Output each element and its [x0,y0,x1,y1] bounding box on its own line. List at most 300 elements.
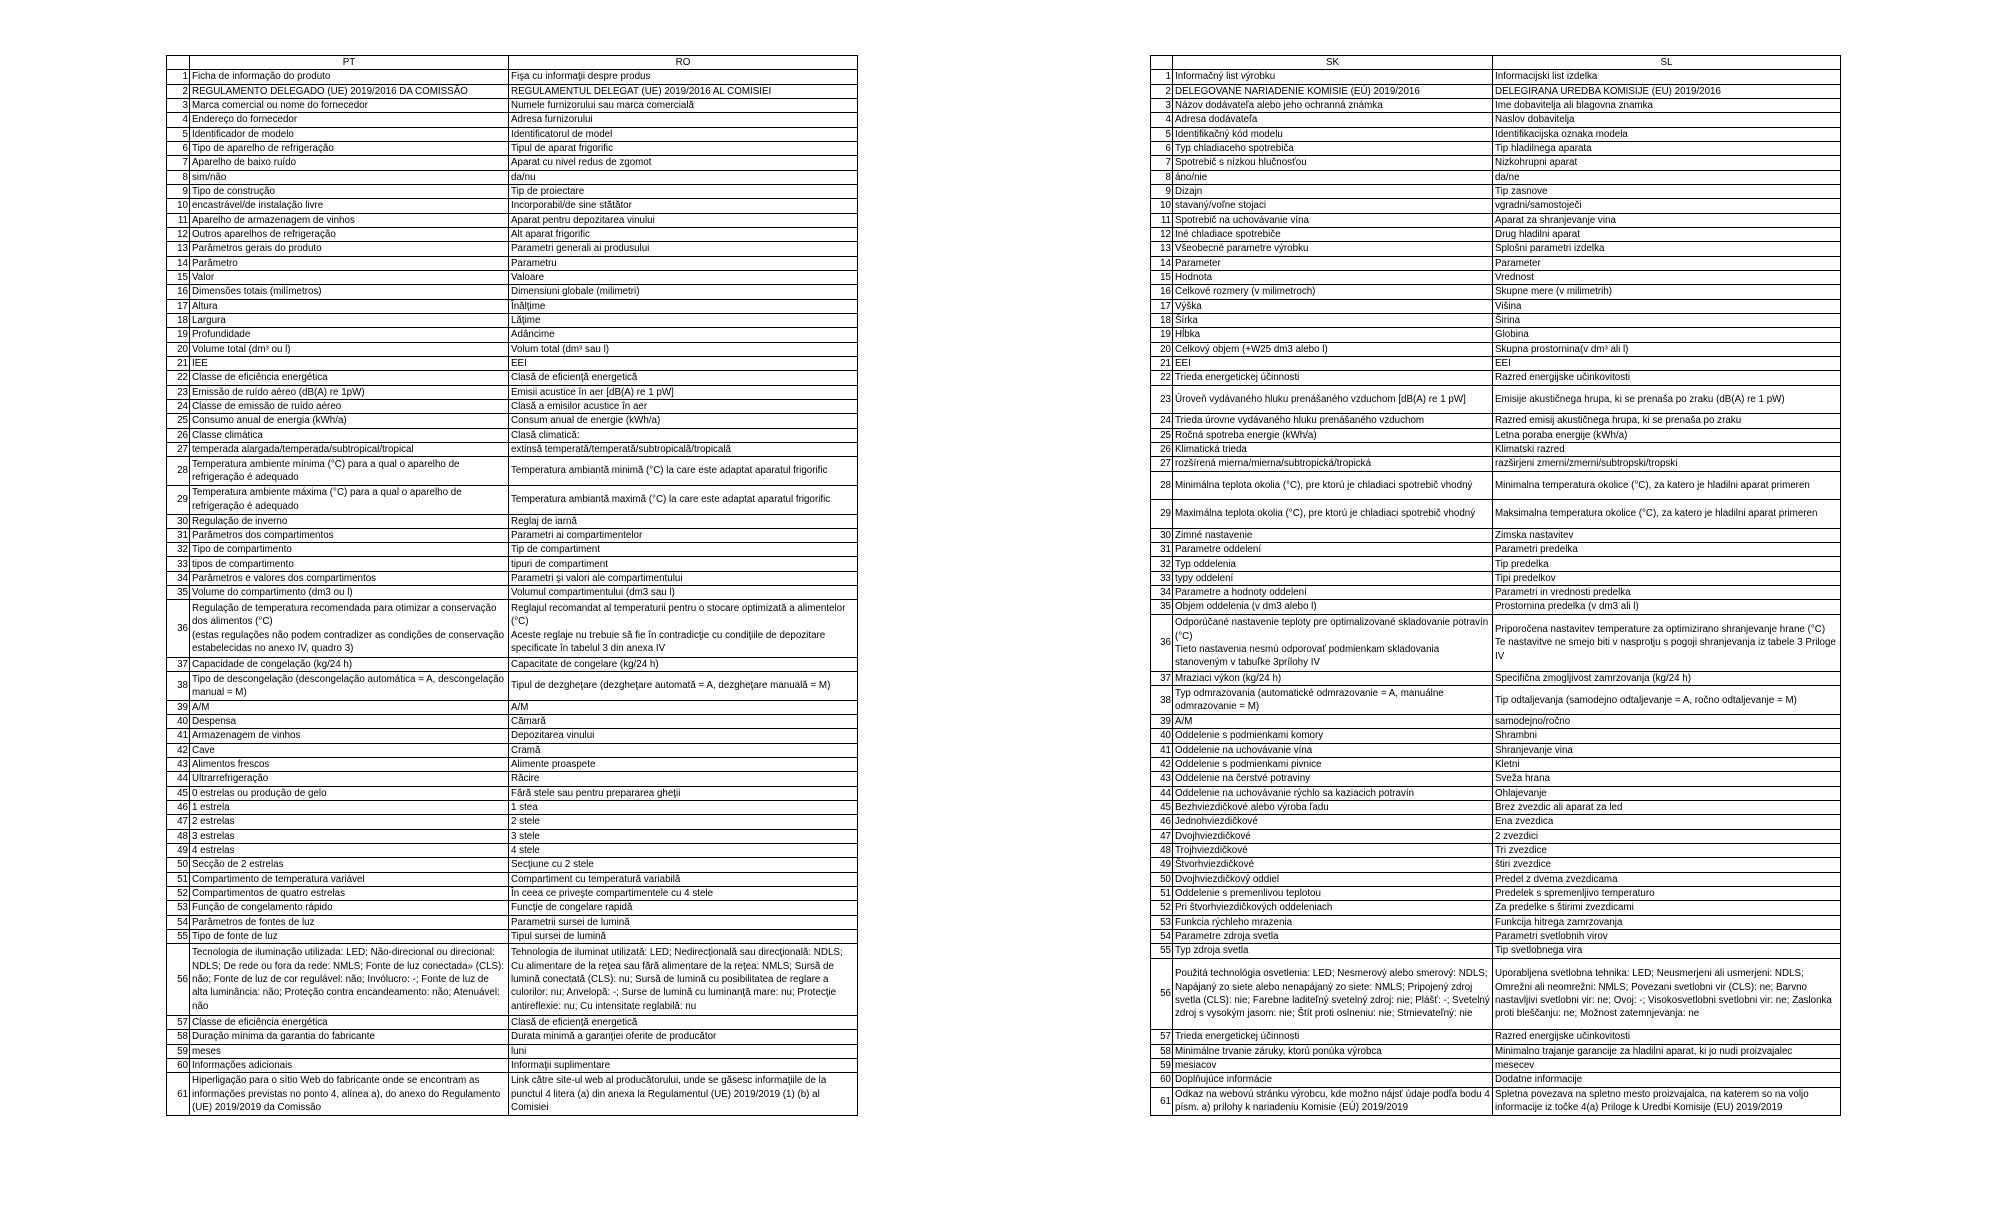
row-number: 23 [1151,385,1173,414]
row-number: 21 [167,356,190,370]
cell-sl: Parameter [1493,256,1841,270]
cell-pt: Largura [190,313,509,327]
table-row [167,371,858,385]
cell-pt: encastrável/de instalação livre [190,199,509,213]
table-row [167,442,858,456]
cell-sk: Štvorhviezdičkové [1173,858,1493,872]
table-row [1151,299,1841,313]
table-row [167,786,858,800]
row-number: 6 [1151,141,1173,155]
row-number: 17 [1151,299,1173,313]
row-number: 55 [167,930,190,944]
row-number: 13 [167,242,190,256]
table-row [167,543,858,557]
cell-pt: Tipo de aparelho de refrigeração [190,141,509,155]
table-row [1151,213,1841,227]
row-number: 1 [1151,70,1173,84]
cell-pt: REGULAMENTO DELEGADO (UE) 2019/2016 DA COMISSÃO [190,84,509,98]
column-header-ro: RO [509,56,858,70]
cell-ro: Cămară [509,715,858,729]
cell-ro: Parametri şi valori ale compartimentului [509,571,858,585]
row-number: 50 [167,858,190,872]
row-number: 27 [167,442,190,456]
cell-pt: Volume total (dm³ ou l) [190,342,509,356]
cell-sk: Pri štvorhviezdičkových oddeleniach [1173,901,1493,915]
cell-sk: EEI [1173,356,1493,370]
table-row [1151,571,1841,585]
table-row [1151,442,1841,456]
row-number: 56 [167,944,190,1016]
row-number: 38 [167,672,190,701]
row-number: 54 [1151,930,1173,944]
row-number: 26 [1151,442,1173,456]
row-number: 22 [167,371,190,385]
cell-sk: Identifikačný kód modelu [1173,127,1493,141]
table-row [167,1058,858,1072]
cell-ro: Alimente proaspete [509,758,858,772]
cell-ro: Valoare [509,270,858,284]
cell-sk: Typ zdroja svetla [1173,944,1493,958]
cell-sk: Zimné nastavenie [1173,528,1493,542]
row-number: 47 [1151,829,1173,843]
row-number: 59 [167,1044,190,1058]
cell-pt: Aparelho de armazenagem de vinhos [190,213,509,227]
cell-sk: Úroveň vydávaného hluku prenášaného vzduchom [dB(A) re 1 pW] [1173,385,1493,414]
cell-sl: Tip svetlobnega vira [1493,944,1841,958]
row-number: 55 [1151,944,1173,958]
cell-ro: Informaţii suplimentare [509,1058,858,1072]
table-row [167,715,858,729]
cell-ro: 2 stele [509,815,858,829]
cell-sk: Trojhviezdičkové [1173,844,1493,858]
cell-sl: Informacijski list izdelka [1493,70,1841,84]
row-number: 43 [167,758,190,772]
table-row [1151,199,1841,213]
row-number: 45 [167,786,190,800]
table-row [167,743,858,757]
table-row [1151,156,1841,170]
row-number: 48 [1151,844,1173,858]
cell-sk: A/M [1173,715,1493,729]
table-row [167,586,858,600]
table-row [1151,170,1841,184]
table-row [167,70,858,84]
table-row [167,758,858,772]
row-number: 34 [1151,586,1173,600]
cell-sl: Tip zasnove [1493,184,1841,198]
table-row [1151,313,1841,327]
table-row [167,184,858,198]
cell-sl: DELEGIRANA UREDBA KOMISIJE (EU) 2019/2016 [1493,84,1841,98]
row-number: 8 [1151,170,1173,184]
row-number: 48 [167,829,190,843]
table-row [1151,1073,1841,1087]
table-row [167,457,858,486]
cell-ro: Reglajul recomandat al temperaturii pentru o stocare optimizată a alimentelor (°C) Aceste reglaje nu trebuie să fie în contradicţie cu condiţiile de depozitare specificate în tabelul 3 din anexa IV [509,600,858,657]
cell-sk: Ročná spotreba energie (kWh/a) [1173,428,1493,442]
table-row [167,801,858,815]
cell-sk: Minimálna teplota okolia (°C), pre ktorú je chladiaci spotrebič vhodný [1173,471,1493,500]
row-number: 3 [1151,98,1173,112]
row-number: 45 [1151,801,1173,815]
cell-pt: Duração mínima da garantia do fabricante [190,1030,509,1044]
cell-pt: Aparelho de baixo ruído [190,156,509,170]
cell-sk: mesiacov [1173,1058,1493,1072]
cell-pt: Regulação de inverno [190,514,509,528]
row-number: 32 [167,543,190,557]
cell-sk: Použitá technológia osvetlenia: LED; Nesmerový alebo smerový: NDLS; Napájaný zo siete alebo nenapájaný zo siete: NMLS; Pripojený zdroj svetla (CLS): nie; Farebne laditeľný svetelný zdroj: nie; Plášť: -; Svetelný zdroj s vysokým jasom: nie; Štít proti oslneniu: nie; Stmievateľný: nie [1173,958,1493,1030]
cell-ro: Temperatura ambiantă maximă (°C) la care este adaptat aparatul frigorific [509,485,858,514]
table-row [1151,1058,1841,1072]
table-row [167,1030,858,1044]
row-number: 31 [1151,543,1173,557]
cell-ro: Clasă climatică: [509,428,858,442]
cell-ro: Volum total (dm³ sau l) [509,342,858,356]
cell-sl: Naslov dobavitelja [1493,113,1841,127]
row-number: 37 [1151,672,1173,686]
cell-sl: Razred energijske učinkovitosti [1493,371,1841,385]
table-row [167,285,858,299]
table-row [167,113,858,127]
row-number: 28 [167,457,190,486]
cell-sk: Oddelenie na uchovávanie rýchlo sa kaziacich potravín [1173,786,1493,800]
cell-sk: Adresa dodávateľa [1173,113,1493,127]
table-row [1151,614,1841,671]
cell-pt: Parâmetros e valores dos compartimentos [190,571,509,585]
table-row [1151,270,1841,284]
cell-ro: tipuri de compartiment [509,557,858,571]
table-row [1151,227,1841,241]
row-number: 61 [1151,1087,1173,1116]
table-row [1151,743,1841,757]
cell-sl: mesecev [1493,1058,1841,1072]
table-row [167,829,858,843]
table-row [1151,715,1841,729]
cell-sk: Oddelenie na čerstvé potraviny [1173,772,1493,786]
row-number: 33 [1151,571,1173,585]
cell-pt: Função de congelamento rápido [190,901,509,915]
table-row [1151,385,1841,414]
cell-sk: Trieda energetickej účinnosti [1173,371,1493,385]
row-number: 7 [1151,156,1173,170]
row-number: 36 [167,600,190,657]
cell-sk: Dvojhviezdičkový oddiel [1173,872,1493,886]
row-number: 53 [1151,915,1173,929]
table-row [167,98,858,112]
cell-pt: Tipo de fonte de luz [190,930,509,944]
cell-pt: Marca comercial ou nome do fornecedor [190,98,509,112]
cell-pt: Ficha de informação do produto [190,70,509,84]
cell-sk: Oddelenie s premenlivou teplotou [1173,887,1493,901]
cell-sl: Ime dobavitelja ali blagovna znamka [1493,98,1841,112]
row-number: 26 [167,428,190,442]
cell-sk: Trieda úrovne vydávaného hluku prenášaného vzduchom [1173,414,1493,428]
table-row [167,872,858,886]
row-number: 46 [1151,815,1173,829]
table-row [167,887,858,901]
row-number: 54 [167,915,190,929]
cell-sl: Globina [1493,328,1841,342]
table-row [1151,729,1841,743]
row-number: 2 [1151,84,1173,98]
row-number: 11 [1151,213,1173,227]
row-number: 15 [1151,270,1173,284]
table-row [1151,915,1841,929]
table-row [1151,958,1841,1030]
cell-sl: Razred emisij akustičnega hrupa, ki se prenaša po zraku [1493,414,1841,428]
cell-ro: În ceea ce priveşte compartimentele cu 4 stele [509,887,858,901]
row-number: 12 [1151,227,1173,241]
cell-sl: Minimalno trajanje garancije za hladilni aparat, ki jo nudi proizvajalec [1493,1044,1841,1058]
cell-sl: Širina [1493,313,1841,327]
cell-pt: Secção de 2 estrelas [190,858,509,872]
cell-ro: Incorporabil/de sine stătător [509,199,858,213]
cell-ro: Funcţie de congelare rapidă [509,901,858,915]
table-row [167,657,858,671]
cell-sl: Skupne mere (v milimetrih) [1493,285,1841,299]
table-row [1151,815,1841,829]
cell-sl: Kletni [1493,758,1841,772]
row-number: 13 [1151,242,1173,256]
cell-pt: Armazenagem de vinhos [190,729,509,743]
row-number: 10 [1151,199,1173,213]
table-row [1151,141,1841,155]
cell-ro: Adâncime [509,328,858,342]
row-number: 8 [167,170,190,184]
cell-sk: Iné chladiace spotrebiče [1173,227,1493,241]
row-number: 56 [1151,958,1173,1030]
cell-sl: Klimatski razred [1493,442,1841,456]
cell-sk: Spotrebič s nízkou hlučnosťou [1173,156,1493,170]
cell-ro: Clasă a emisilor acustice în aer [509,399,858,413]
table-row [167,901,858,915]
table-row [167,313,858,327]
cell-pt: Capacidade de congelação (kg/24 h) [190,657,509,671]
table-row [167,414,858,428]
cell-sl: Shrambni [1493,729,1841,743]
cell-pt: Tipo de descongelação (descongelação automática = A, descongelação manual = M) [190,672,509,701]
cell-sl: Identifikacijska oznaka modela [1493,127,1841,141]
cell-sl: Emisije akustičnega hrupa, ki se prenaša po zraku (dB(A) re 1 pW) [1493,385,1841,414]
row-number: 9 [167,184,190,198]
cell-ro: Depozitarea vinului [509,729,858,743]
cell-sk: Typ oddelenia [1173,557,1493,571]
cell-pt: temperada alargada/temperada/subtropical/tropical [190,442,509,456]
table-row [1151,844,1841,858]
cell-sl: Razred energijske učinkovitosti [1493,1030,1841,1044]
table-row [167,270,858,284]
cell-ro: luni [509,1044,858,1058]
row-number-header [1151,56,1173,70]
row-number: 53 [167,901,190,915]
table-row [1151,557,1841,571]
cell-sl: Uporabljena svetlobna tehnika: LED; Neusmerjeni ali usmerjeni: NDLS; Omrežni ali neomrežni: NMLS; Povezani svetlobni vir (CLS): ne; Barvno nastavljivi svetlobni vir: ne; Ovoj: -; Visokosvetlobni svetlobni vir: ne; Zaslonka proti bleščanju: ne; Možnost zatemnjevanja: ne [1493,958,1841,1030]
table-row [167,772,858,786]
table-row [1151,242,1841,256]
table-row [167,127,858,141]
table-row [1151,801,1841,815]
cell-sk: Hĺbka [1173,328,1493,342]
table-row [1151,528,1841,542]
cell-ro: A/M [509,700,858,714]
row-number: 24 [1151,414,1173,428]
cell-pt: A/M [190,700,509,714]
table-row [167,700,858,714]
row-number: 20 [1151,342,1173,356]
cell-sl: Predelek s spremenljivo temperaturo [1493,887,1841,901]
cell-sk: Parameter [1173,256,1493,270]
cell-sk: Odporúčané nastavenie teploty pre optimalizované skladovanie potravín (°C) Tieto nastavenia nesmú odporovať podmienkam skladovania stanoveným v tabuľke 3prílohy IV [1173,614,1493,671]
table-row [1151,256,1841,270]
row-number: 35 [1151,600,1173,614]
cell-sk: DELEGOVANÉ NARIADENIE KOMISIE (EÚ) 2019/2016 [1173,84,1493,98]
cell-sl: Sveža hrana [1493,772,1841,786]
cell-ro: Compartiment cu temperatură variabilă [509,872,858,886]
cell-pt: Dimensões totais (milímetros) [190,285,509,299]
row-number: 25 [1151,428,1173,442]
cell-sl: Tri zvezdice [1493,844,1841,858]
table-row [167,428,858,442]
table-row [167,844,858,858]
row-number: 31 [167,528,190,542]
cell-sk: Parametre a hodnoty oddelení [1173,586,1493,600]
cell-ro: 3 stele [509,829,858,843]
row-number: 51 [167,872,190,886]
cell-sl: Spletna povezava na spletno mesto proizvajalca, na katerem so na voljo informacije iz točke 4(a) Priloge k Uredbi Komisije (EU) 2019/2019 [1493,1087,1841,1116]
cell-sl: Tip hladilnega aparata [1493,141,1841,155]
row-number-header [167,56,190,70]
cell-sk: Oddelenie s podmienkami komory [1173,729,1493,743]
cell-ro: Aparat cu nivel redus de zgomot [509,156,858,170]
row-number: 39 [167,700,190,714]
cell-pt: Tipo de compartimento [190,543,509,557]
row-number: 29 [1151,500,1173,529]
cell-ro: Adresa furnizorului [509,113,858,127]
cell-ro: Emisii acustice în aer [dB(A) re 1 pW] [509,385,858,399]
cell-pt: tipos de compartimento [190,557,509,571]
table-row [167,84,858,98]
row-number: 51 [1151,887,1173,901]
cell-sl: razširjeni zmerni/zmerni/subtropski/tropski [1493,457,1841,471]
cell-pt: Tipo de construção [190,184,509,198]
row-number: 57 [1151,1030,1173,1044]
cell-ro: Durata minimă a garanţiei oferite de producător [509,1030,858,1044]
cell-sl: štiri zvezdice [1493,858,1841,872]
cell-ro: da/nu [509,170,858,184]
row-number: 24 [167,399,190,413]
cell-sk: Celkový objem (+W25 dm3 alebo l) [1173,342,1493,356]
table-row [1151,457,1841,471]
table-row [1151,944,1841,958]
cell-sk: Všeobecné parametre výrobku [1173,242,1493,256]
table-row [1151,285,1841,299]
cell-pt: Parâmetros de fontes de luz [190,915,509,929]
table-header-row [167,56,858,70]
cell-pt: 3 estrelas [190,829,509,843]
cell-pt: Parâmetros dos compartimentos [190,528,509,542]
cell-pt: 1 estrela [190,801,509,815]
row-number: 61 [167,1073,190,1116]
cell-sl: Specifična zmogljivost zamrzovanja (kg/24 h) [1493,672,1841,686]
cell-sk: Typ chladiaceho spotrebiča [1173,141,1493,155]
row-number: 52 [1151,901,1173,915]
cell-ro: Tipul sursei de lumină [509,930,858,944]
cell-pt: Volume do compartimento (dm3 ou l) [190,586,509,600]
cell-ro: Alt aparat frigorific [509,227,858,241]
cell-ro: Identificatorul de model [509,127,858,141]
row-number: 12 [167,227,190,241]
cell-ro: Tipul de dezgheţare (dezgheţare automată = A, dezgheţare manuală = M) [509,672,858,701]
cell-sl: Brez zvezdic ali aparat za led [1493,801,1841,815]
table-row [167,385,858,399]
table-row [167,141,858,155]
cell-pt: Tecnologia de iluminação utilizada: LED; Não-direcional ou direcional: NDLS; De rede ou fora da rede: NMLS; Fonte de luz conectada» (CLS): não; Fonte de luz de cor regulável: não; Invólucro: -; Fonte de luz de alta luminância: não; Proteção contra encandeamento: não; Atenuável: não [190,944,509,1016]
row-number: 40 [1151,729,1173,743]
cell-sl: Nizkohrupni aparat [1493,156,1841,170]
table-row [1151,328,1841,342]
row-number: 60 [167,1058,190,1072]
row-number: 4 [1151,113,1173,127]
table-row [167,729,858,743]
row-number: 18 [167,313,190,327]
table-row [1151,672,1841,686]
cell-sk: Minimálne trvanie záruky, ktorú ponúka výrobca [1173,1044,1493,1058]
cell-sk: stavaný/voľne stojaci [1173,199,1493,213]
cell-sl: Funkcija hitrega zamrzovanja [1493,915,1841,929]
cell-pt: Cave [190,743,509,757]
cell-ro: Tip de compartiment [509,543,858,557]
column-header-sl: SL [1493,56,1841,70]
column-header-pt: PT [190,56,509,70]
cell-pt: Hiperligação para o sítio Web do fabricante onde se encontram as informações previstas no ponto 4, alínea a), do anexo do Regulamento (UE) 2019/2019 da Comissão [190,1073,509,1116]
cell-sl: Zimska nastavitev [1493,528,1841,542]
cell-pt: Ultrarrefrigeração [190,772,509,786]
table-row [1151,414,1841,428]
row-number: 28 [1151,471,1173,500]
cell-sk: Trieda energetickej účinnosti [1173,1030,1493,1044]
row-number: 18 [1151,313,1173,327]
cell-ro: Tehnologia de iluminat utilizată: LED; Nedirecţională sau direcţională: NDLS; Cu alimentare de la reţea sau fără alimentare de la reţea: NMLS; Sursă de lumină conectată (CLS): nu; Sursă de lumină cu posibilitatea de reglare a culorilor: nu; Anvelopă: -; Surse de lumină cu luminanţă mare: nu; Protecţie antireflexie: nu; Cu intensitate reglabilă: nu [509,944,858,1016]
row-number: 5 [1151,127,1173,141]
table-row [167,342,858,356]
table-row [167,1073,858,1116]
cell-sl: EEI [1493,356,1841,370]
table-row [1151,1044,1841,1058]
cell-pt: Parâmetro [190,256,509,270]
cell-ro: Fără stele sau pentru prepararea gheţii [509,786,858,800]
table-row [167,485,858,514]
cell-ro: Numele furnizorului sau marca comercială [509,98,858,112]
cell-pt: sim/não [190,170,509,184]
table-row [1151,471,1841,500]
row-number: 19 [167,328,190,342]
row-number: 36 [1151,614,1173,671]
cell-ro: Link către site-ul web al producătorului, unde se găsesc informaţiile de la punctul 4 litera (a) din anexa la Regulamentul (UE) 2019/2019 (1) (b) al Comisiei [509,1073,858,1116]
row-number: 42 [167,743,190,757]
cell-sl: Dodatne informacije [1493,1073,1841,1087]
table-row [1151,356,1841,370]
table-row [1151,371,1841,385]
row-number: 44 [1151,786,1173,800]
cell-pt: meses [190,1044,509,1058]
table-row [167,170,858,184]
cell-sl: Shranjevanje vina [1493,743,1841,757]
cell-pt: Classe climática [190,428,509,442]
table-row [167,815,858,829]
row-number: 5 [167,127,190,141]
cell-pt: Valor [190,270,509,284]
cell-sl: Priporočena nastavitev temperature za optimizirano shranjevanje hrane (°C) Te nastavitve ne smejo biti v nasprotju s pogoji shranjevanja iz tabele 3 Priloge IV [1493,614,1841,671]
